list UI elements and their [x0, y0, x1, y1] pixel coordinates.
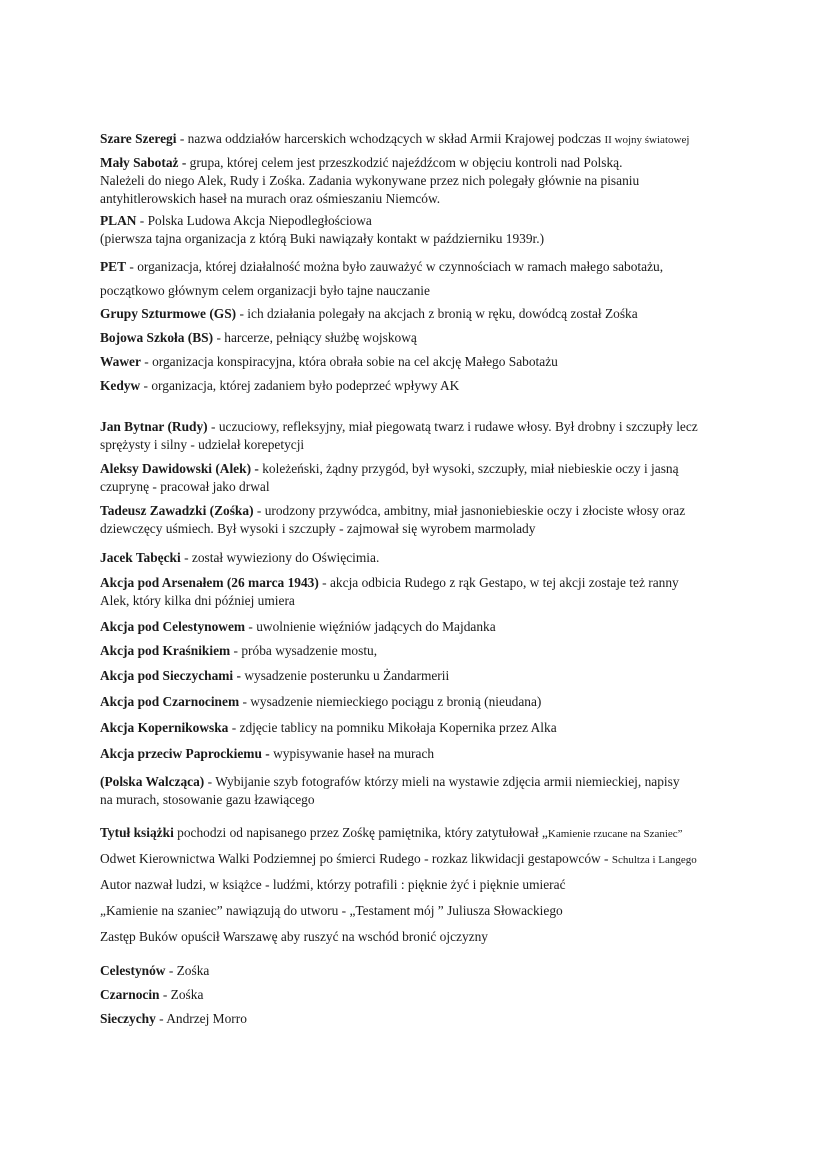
- document-entry: [100, 719, 760, 737]
- document-entry: [100, 902, 760, 920]
- entry-term: Akcja pod Kraśnikiem: [100, 643, 231, 658]
- document-entry: [100, 549, 760, 567]
- entry-term: Akcja pod Arsenałem (26 marca 1943): [100, 575, 319, 590]
- document-entry: [100, 460, 760, 496]
- entry-text: urodzony przywódca, ambitny, miał jasnoniebieskie oczy i złociste włosy oraz: [264, 503, 686, 518]
- entry-separator: -: [126, 259, 138, 274]
- entry-term: PLAN: [100, 213, 137, 228]
- document-entry: [100, 876, 760, 894]
- entry-term: Akcja przeciw Paprockiemu -: [100, 746, 270, 761]
- entry-text: dziewczęcy uśmiech. Był wysoki i szczupły - zajmował się wyrobem marmolady: [100, 521, 536, 536]
- entry-separator: -: [180, 550, 192, 565]
- entry-text: (pierwsza tajna organizacja z którą Buki nawiązały kontakt w październiku 1939r.): [100, 231, 545, 246]
- entry-term: Celestynów: [100, 963, 166, 978]
- entry-text: czuprynę - pracował jako drwal: [100, 479, 270, 494]
- entry-term: Bojowa Szkoła (BS): [100, 330, 214, 345]
- entry-text: wypisywanie haseł na murach: [273, 746, 435, 761]
- document-entry: [100, 418, 760, 454]
- entry-separator: -: [230, 643, 242, 658]
- entry-term: Tytuł książki: [100, 825, 174, 840]
- entry-text: początkowo głównym celem organizacji było tajne nauczanie: [100, 283, 430, 298]
- document-entry: [100, 282, 760, 300]
- document-entry: [100, 329, 760, 347]
- document-entry: [100, 154, 760, 208]
- entry-separator: -: [140, 378, 152, 393]
- entry-text: organizacja, której zadaniem było podeprzeć wpływy AK: [151, 378, 460, 393]
- document-entry: [100, 377, 760, 395]
- entry-text: organizacja konspiracyjna, która obrała sobie na cel akcję Małego Sabotażu: [152, 354, 558, 369]
- entry-text: nazwa oddziałów harcerskich wchodzących w skład Armii Krajowej podczas: [187, 131, 605, 146]
- document-entry: [100, 642, 760, 660]
- document-entry: [100, 824, 760, 843]
- entry-term: Szare Szeregi: [100, 131, 177, 146]
- entry-term: Aleksy Dawidowski (Alek) -: [100, 461, 259, 476]
- entry-term: Wawer: [100, 354, 141, 369]
- entry-separator: -: [207, 419, 219, 434]
- entry-term: Akcja pod Czarnocinem: [100, 694, 240, 709]
- entry-text: „Kamienie na szaniec” nawiązują do utworu - „Testament mój ” Juliusza Słowackiego: [100, 903, 563, 918]
- entry-separator: -: [165, 963, 177, 978]
- entry-term: Akcja pod Celestynowem: [100, 619, 246, 634]
- entry-small-text: Kamienie rzucane na Szaniec”: [547, 828, 683, 840]
- entry-text: uwolnienie więźniów jadących do Majdanka: [256, 619, 496, 634]
- document-entry: [100, 258, 760, 276]
- entry-term: Czarnocin: [100, 987, 160, 1002]
- entry-text: antyhitlerowskich haseł na murach oraz ośmieszaniu Niemców.: [100, 191, 441, 206]
- entry-text: ich działania polegały na akcjach z bronią w ręku, dowódcą został Zośka: [247, 306, 638, 321]
- entry-term: (Polska Walcząca): [100, 774, 205, 789]
- document-entry: [100, 1010, 760, 1028]
- document-entry: [100, 850, 760, 869]
- document-entry: [100, 962, 760, 980]
- entry-separator: -: [239, 694, 251, 709]
- entry-separator: -: [318, 575, 330, 590]
- document-entry: [100, 212, 760, 248]
- document-entry: [100, 745, 760, 763]
- document-entry: [100, 353, 760, 371]
- entry-separator: -: [204, 774, 216, 789]
- entry-small-text: Schultza i Langego: [611, 854, 697, 866]
- entry-text: koleżeński, żądny przygód, był wysoki, szczupły, miał niebieskie oczy i jasną: [262, 461, 679, 476]
- entry-separator: -: [136, 213, 148, 228]
- entry-text: wysadzenie niemieckiego pociągu z bronią (nieudana): [250, 694, 542, 709]
- entry-term: PET: [100, 259, 127, 274]
- entry-separator: -: [245, 619, 257, 634]
- entry-small-text: II wojny światowej: [604, 134, 690, 146]
- document-entry: [100, 305, 760, 323]
- entry-text: organizacja, której działalność można było zauważyć w czynnościach w ramach małego sabotażu,: [137, 259, 664, 274]
- entry-term: Akcja Kopernikowska: [100, 720, 229, 735]
- entry-term: Kedyw: [100, 378, 141, 393]
- document-entry: [100, 693, 760, 711]
- entry-text: został wywieziony do Oświęcimia.: [191, 550, 380, 565]
- entry-term: Akcja pod Sieczychami -: [100, 668, 241, 683]
- entry-text: pochodzi od napisanego przez Zośkę pamiętnika, który zatytułował „: [177, 825, 548, 840]
- entry-separator: -: [213, 330, 225, 345]
- entry-separator: -: [228, 720, 240, 735]
- entry-text: Wybijanie szyb fotografów którzy mieli na wystawie zdjęcia armii niemieckiej, napisy: [215, 774, 680, 789]
- entry-separator: -: [159, 987, 171, 1002]
- entry-text: Zośka: [176, 963, 210, 978]
- entry-text: grupa, której celem jest przeszkodzić najeźdźcom w objęciu kontroli nad Polską.: [189, 155, 623, 170]
- entry-term: Jan Bytnar (Rudy): [100, 419, 208, 434]
- entry-separator: -: [140, 354, 153, 369]
- document-entry: [100, 574, 760, 610]
- entry-term: Sieczychy: [100, 1011, 156, 1026]
- entry-term: Jacek Tabęcki: [100, 550, 181, 565]
- entry-text: wysadzenie posterunku u Żandarmerii: [244, 668, 450, 683]
- entry-text: sprężysty i silny - udzielał korepetycji: [100, 437, 305, 452]
- entry-term: Mały Sabotaż -: [100, 155, 187, 170]
- document-entry: [100, 773, 760, 809]
- entry-text: Autor nazwał ludzi, w książce - ludźmi, którzy potrafili : pięknie żyć i pięknie umierać: [100, 877, 566, 892]
- entry-text: Alek, który kilka dni później umiera: [100, 593, 295, 608]
- entry-text: Należeli do niego Alek, Rudy i Zośka. Zadania wykonywane przez nich polegały głównie na pisaniu: [100, 173, 640, 188]
- entry-text: Zośka: [170, 987, 204, 1002]
- document-entry: [100, 928, 760, 946]
- entry-text: próba wysadzenie mostu,: [241, 643, 378, 658]
- entry-text: Polska Ludowa Akcja Niepodległościowa: [147, 213, 372, 228]
- document-entry: [100, 986, 760, 1004]
- entry-separator: -: [236, 306, 248, 321]
- entry-term: Grupy Szturmowe (GS): [100, 306, 237, 321]
- document-entry: [100, 618, 760, 636]
- entry-term: Tadeusz Zawadzki (Zośka): [100, 503, 254, 518]
- entry-text: na murach, stosowanie gazu łzawiącego: [100, 792, 315, 807]
- document-entry: [100, 502, 760, 538]
- entry-text: uczuciowy, refleksyjny, miał piegowatą twarz i rudawe włosy. Był drobny i szczupły lecz: [218, 419, 698, 434]
- entry-text: akcja odbicia Rudego z rąk Gestapo, w tej akcji zostaje też ranny: [329, 575, 679, 590]
- entry-separator: -: [176, 131, 188, 146]
- entry-text: Zastęp Buków opuścił Warszawę aby ruszyć na wschód bronić ojczyzny: [100, 929, 489, 944]
- entry-text: zdjęcie tablicy na pomniku Mikołaja Kopernika przez Alka: [239, 720, 557, 735]
- document-entry: [100, 130, 760, 149]
- entry-separator: -: [253, 503, 265, 518]
- entry-text: Odwet Kierownictwa Walki Podziemnej po śmierci Rudego - rozkaz likwidacji gestapowców -: [100, 851, 612, 866]
- entry-separator: -: [155, 1011, 167, 1026]
- entry-text: harcerze, pełniący służbę wojskową: [224, 330, 417, 345]
- document-entry: [100, 667, 760, 685]
- entry-text: Andrzej Morro: [166, 1011, 247, 1026]
